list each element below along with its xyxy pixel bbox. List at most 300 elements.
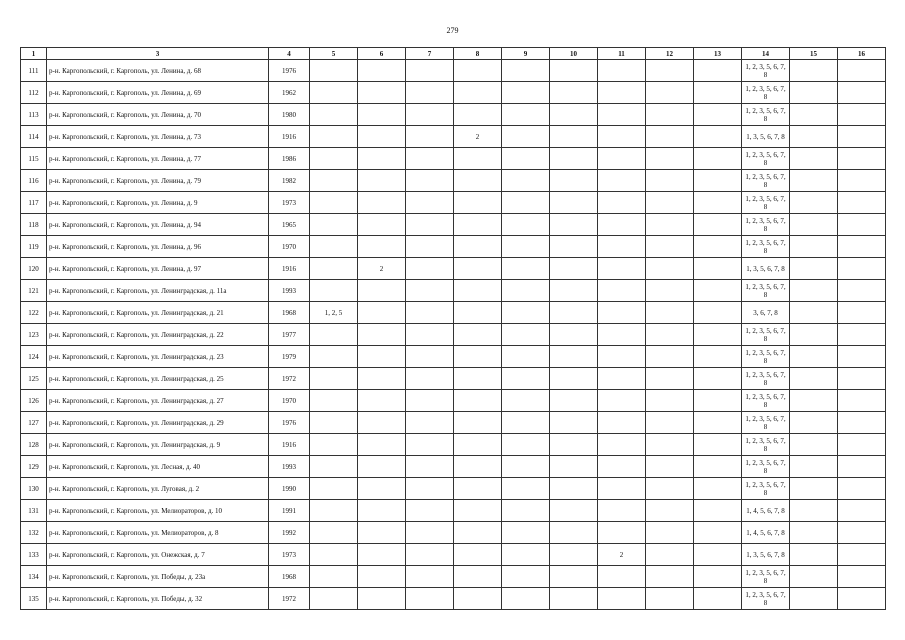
table-cell <box>598 346 646 368</box>
table-cell <box>550 126 598 148</box>
table-cell <box>550 302 598 324</box>
table-cell: 1965 <box>269 214 310 236</box>
table-cell: р-н. Каргопольский, г. Каргополь, ул. Ленина, д. 73 <box>47 126 269 148</box>
table-cell <box>550 346 598 368</box>
table-cell <box>358 544 406 566</box>
table-cell: 1916 <box>269 434 310 456</box>
table-cell <box>646 324 694 346</box>
table-cell <box>310 346 358 368</box>
table-row <box>21 302 886 324</box>
table-cell <box>406 60 454 82</box>
table-cell <box>838 148 886 170</box>
table-cell <box>838 368 886 390</box>
table-cell <box>838 82 886 104</box>
table-cell <box>694 478 742 500</box>
table-cell <box>790 368 838 390</box>
table-cell <box>550 588 598 610</box>
table-cell <box>550 500 598 522</box>
table-cell <box>502 60 550 82</box>
page-number: 279 <box>446 26 459 35</box>
table-cell <box>838 192 886 214</box>
table-cell: 1, 4, 5, 6, 7, 8 <box>742 500 790 522</box>
table-cell <box>310 214 358 236</box>
table-cell <box>694 456 742 478</box>
table-cell <box>310 368 358 390</box>
table-cell: 1993 <box>269 280 310 302</box>
column-header: 6 <box>358 48 406 60</box>
table-cell <box>646 60 694 82</box>
table-cell <box>358 500 406 522</box>
table-cell <box>694 192 742 214</box>
table-cell <box>502 544 550 566</box>
table-cell <box>646 82 694 104</box>
buildings-register-table <box>20 47 886 610</box>
table-cell <box>838 566 886 588</box>
table-cell <box>406 170 454 192</box>
table-cell: 133 <box>21 544 47 566</box>
table-cell <box>598 302 646 324</box>
table-cell <box>694 258 742 280</box>
table-cell <box>550 434 598 456</box>
table-cell <box>406 236 454 258</box>
table-cell <box>454 456 502 478</box>
table-cell: р-н. Каргопольский, г. Каргополь, ул. Ленинградская, д. 11а <box>47 280 269 302</box>
table-cell: 112 <box>21 82 47 104</box>
column-header: 16 <box>838 48 886 60</box>
table-body <box>21 60 886 610</box>
table-cell <box>550 236 598 258</box>
table-cell: 1, 3, 5, 6, 7, 8 <box>742 126 790 148</box>
table-cell <box>646 434 694 456</box>
table-cell <box>406 500 454 522</box>
table-cell <box>790 302 838 324</box>
table-cell <box>646 456 694 478</box>
table-cell: 1991 <box>269 500 310 522</box>
table-cell: р-н. Каргопольский, г. Каргополь, ул. Ленина, д. 94 <box>47 214 269 236</box>
table-cell <box>310 170 358 192</box>
table-cell <box>550 544 598 566</box>
table-cell <box>598 478 646 500</box>
table-cell: 1968 <box>269 566 310 588</box>
table-cell <box>358 566 406 588</box>
table-row <box>21 170 886 192</box>
table-cell <box>454 258 502 280</box>
table-cell: р-н. Каргопольский, г. Каргополь, ул. Ленина, д. 96 <box>47 236 269 258</box>
table-cell <box>310 522 358 544</box>
table-cell <box>646 126 694 148</box>
table-cell <box>502 324 550 346</box>
table-cell <box>358 104 406 126</box>
table-row <box>21 280 886 302</box>
table-cell <box>694 412 742 434</box>
table-cell <box>454 148 502 170</box>
table-cell <box>838 324 886 346</box>
table-cell <box>598 148 646 170</box>
table-cell: 128 <box>21 434 47 456</box>
table-cell <box>406 214 454 236</box>
table-cell <box>502 500 550 522</box>
column-header: 15 <box>790 48 838 60</box>
table-cell <box>790 478 838 500</box>
table-cell <box>310 456 358 478</box>
table-cell <box>454 566 502 588</box>
table-row <box>21 236 886 258</box>
table-cell <box>406 544 454 566</box>
table-cell <box>406 434 454 456</box>
table-cell: 1976 <box>269 412 310 434</box>
table-cell <box>502 412 550 434</box>
table-header <box>21 48 886 60</box>
table-cell <box>310 478 358 500</box>
table-cell <box>550 258 598 280</box>
table-cell <box>310 544 358 566</box>
table-cell <box>358 82 406 104</box>
table-cell <box>598 214 646 236</box>
column-header: 8 <box>454 48 502 60</box>
table-cell: 131 <box>21 500 47 522</box>
table-cell <box>694 280 742 302</box>
table-cell <box>550 368 598 390</box>
table-cell <box>790 412 838 434</box>
table-cell <box>502 346 550 368</box>
table-cell <box>454 236 502 258</box>
table-cell <box>454 390 502 412</box>
table-cell <box>598 456 646 478</box>
table-cell <box>454 60 502 82</box>
table-cell <box>694 434 742 456</box>
table-cell: 1, 2, 3, 5, 6, 7, 8 <box>742 412 790 434</box>
table-cell <box>502 82 550 104</box>
table-cell <box>406 126 454 148</box>
table-cell <box>310 148 358 170</box>
table-cell: р-н. Каргопольский, г. Каргополь, ул. Победы, д. 32 <box>47 588 269 610</box>
table-cell: р-н. Каргопольский, г. Каргополь, ул. Ленинградская, д. 25 <box>47 368 269 390</box>
table-cell: 1, 2, 3, 5, 6, 7, 8 <box>742 214 790 236</box>
table-row <box>21 324 886 346</box>
table-cell <box>502 192 550 214</box>
table-cell <box>838 500 886 522</box>
table-cell <box>406 324 454 346</box>
table-cell <box>406 522 454 544</box>
table-row <box>21 82 886 104</box>
header-row <box>21 48 886 60</box>
table-cell: 1, 2, 3, 5, 6, 7, 8 <box>742 588 790 610</box>
table-cell <box>694 544 742 566</box>
table-cell <box>790 500 838 522</box>
table-cell <box>550 324 598 346</box>
table-cell: 1, 2, 3, 5, 6, 7, 8 <box>742 280 790 302</box>
table-cell <box>310 280 358 302</box>
table-cell <box>646 192 694 214</box>
table-cell: р-н. Каргопольский, г. Каргополь, ул. Мелиораторов, д. 8 <box>47 522 269 544</box>
table-cell: 1, 2, 3, 5, 6, 7, 8 <box>742 192 790 214</box>
table-cell: 119 <box>21 236 47 258</box>
table-cell <box>454 324 502 346</box>
table-cell <box>406 302 454 324</box>
table-cell <box>358 522 406 544</box>
table-cell <box>406 346 454 368</box>
table-cell <box>694 588 742 610</box>
table-cell <box>454 104 502 126</box>
table-cell: р-н. Каргопольский, г. Каргополь, ул. Ленинградская, д. 27 <box>47 390 269 412</box>
column-header: 9 <box>502 48 550 60</box>
table-cell: 1, 4, 5, 6, 7, 8 <box>742 522 790 544</box>
column-header: 10 <box>550 48 598 60</box>
table-cell: 120 <box>21 258 47 280</box>
table-cell: 111 <box>21 60 47 82</box>
table-row <box>21 104 886 126</box>
table-cell <box>310 324 358 346</box>
table-cell: р-н. Каргопольский, г. Каргополь, ул. Мелиораторов, д. 10 <box>47 500 269 522</box>
table-cell: 1972 <box>269 368 310 390</box>
table-cell <box>358 478 406 500</box>
table-cell: 1976 <box>269 60 310 82</box>
table-cell: 126 <box>21 390 47 412</box>
table-cell <box>646 104 694 126</box>
table-cell: 1916 <box>269 126 310 148</box>
table-cell <box>358 214 406 236</box>
table-cell: 1973 <box>269 544 310 566</box>
table-cell <box>358 60 406 82</box>
table-cell <box>694 60 742 82</box>
table-cell: р-н. Каргопольский, г. Каргополь, ул. Ленина, д. 77 <box>47 148 269 170</box>
table-cell: р-н. Каргопольский, г. Каргополь, ул. Онежская, д. 7 <box>47 544 269 566</box>
table-row <box>21 566 886 588</box>
table-cell <box>838 236 886 258</box>
table-cell <box>790 434 838 456</box>
table-cell <box>502 522 550 544</box>
table-cell <box>790 60 838 82</box>
table-cell <box>790 148 838 170</box>
table-cell: р-н. Каргопольский, г. Каргополь, ул. Ленинградская, д. 9 <box>47 434 269 456</box>
column-header: 13 <box>694 48 742 60</box>
table-cell <box>790 214 838 236</box>
table-cell <box>646 544 694 566</box>
table-cell <box>838 170 886 192</box>
table-cell <box>694 214 742 236</box>
table-cell: р-н. Каргопольский, г. Каргополь, ул. Луговая, д. 2 <box>47 478 269 500</box>
table-cell <box>598 566 646 588</box>
table-cell <box>790 170 838 192</box>
table-cell <box>454 588 502 610</box>
table-cell <box>598 522 646 544</box>
table-cell <box>502 434 550 456</box>
table-cell <box>550 456 598 478</box>
table-cell <box>646 412 694 434</box>
table-cell <box>406 82 454 104</box>
column-header: 1 <box>21 48 47 60</box>
table-cell <box>310 82 358 104</box>
table-cell <box>406 478 454 500</box>
table-cell <box>406 588 454 610</box>
table-cell <box>358 346 406 368</box>
table-cell <box>454 280 502 302</box>
table-cell <box>406 148 454 170</box>
table-cell <box>358 434 406 456</box>
table-cell <box>454 478 502 500</box>
table-cell <box>790 588 838 610</box>
table-cell <box>358 170 406 192</box>
table-cell <box>694 346 742 368</box>
table-cell <box>310 390 358 412</box>
table-cell <box>598 170 646 192</box>
table-cell <box>838 588 886 610</box>
table-cell <box>838 434 886 456</box>
table-cell <box>310 192 358 214</box>
table-cell <box>598 60 646 82</box>
table-cell: 2 <box>454 126 502 148</box>
table-cell <box>838 104 886 126</box>
table-cell <box>358 236 406 258</box>
table-cell: 124 <box>21 346 47 368</box>
table-cell: р-н. Каргопольский, г. Каргополь, ул. Ленинградская, д. 22 <box>47 324 269 346</box>
table-cell <box>550 60 598 82</box>
table-row <box>21 500 886 522</box>
table-cell <box>502 236 550 258</box>
table-cell: р-н. Каргопольский, г. Каргополь, ул. Ленинградская, д. 21 <box>47 302 269 324</box>
table-cell <box>454 544 502 566</box>
table-cell <box>358 126 406 148</box>
column-header: 3 <box>47 48 269 60</box>
table-cell: 117 <box>21 192 47 214</box>
table-cell: 1, 2, 3, 5, 6, 7, 8 <box>742 82 790 104</box>
table-cell <box>838 126 886 148</box>
table-cell <box>838 390 886 412</box>
table-cell <box>598 368 646 390</box>
table-cell <box>646 588 694 610</box>
table-cell <box>550 280 598 302</box>
table-cell <box>838 60 886 82</box>
table-cell <box>502 390 550 412</box>
table-cell <box>598 236 646 258</box>
table-cell <box>646 170 694 192</box>
table-cell <box>790 258 838 280</box>
table-cell <box>502 478 550 500</box>
table-cell: р-н. Каргопольский, г. Каргополь, ул. Ленина, д. 70 <box>47 104 269 126</box>
table-cell <box>406 192 454 214</box>
column-header: 14 <box>742 48 790 60</box>
table-row <box>21 368 886 390</box>
table-cell <box>838 214 886 236</box>
table-cell <box>310 566 358 588</box>
table-cell <box>790 566 838 588</box>
table-cell <box>646 478 694 500</box>
table-cell <box>694 368 742 390</box>
table-cell <box>310 104 358 126</box>
table-cell: 121 <box>21 280 47 302</box>
table-cell: 1, 2, 3, 5, 6, 7, 8 <box>742 346 790 368</box>
table-cell <box>838 302 886 324</box>
table-cell <box>358 588 406 610</box>
table-cell <box>790 390 838 412</box>
table-cell: 1, 2, 3, 5, 6, 7, 8 <box>742 566 790 588</box>
column-header: 4 <box>269 48 310 60</box>
table-cell <box>502 588 550 610</box>
table-cell <box>358 368 406 390</box>
table-cell: 115 <box>21 148 47 170</box>
table-cell <box>406 390 454 412</box>
table-cell <box>598 434 646 456</box>
table-cell <box>694 390 742 412</box>
table-cell <box>790 280 838 302</box>
table-row <box>21 148 886 170</box>
table-cell: 1, 2, 3, 5, 6, 7, 8 <box>742 104 790 126</box>
table-cell <box>310 412 358 434</box>
table-cell: 135 <box>21 588 47 610</box>
table-cell <box>646 346 694 368</box>
column-header: 5 <box>310 48 358 60</box>
table-row <box>21 390 886 412</box>
table-cell: 1962 <box>269 82 310 104</box>
table-cell <box>598 126 646 148</box>
table-cell <box>310 236 358 258</box>
table-cell <box>550 104 598 126</box>
table-cell: 1, 2, 3, 5, 6, 7, 8 <box>742 236 790 258</box>
table-cell <box>598 500 646 522</box>
table-cell: 1, 2, 3, 5, 6, 7, 8 <box>742 170 790 192</box>
table-cell <box>790 126 838 148</box>
table-cell <box>454 500 502 522</box>
table-cell <box>454 368 502 390</box>
table-cell: 125 <box>21 368 47 390</box>
table-cell <box>694 324 742 346</box>
table-cell: 1986 <box>269 148 310 170</box>
table-cell <box>454 434 502 456</box>
table-cell <box>694 126 742 148</box>
table-cell: 1973 <box>269 192 310 214</box>
table-cell: 1, 2, 3, 5, 6, 7, 8 <box>742 368 790 390</box>
table-cell <box>646 368 694 390</box>
table-cell: р-н. Каргопольский, г. Каргополь, ул. Победы, д. 23а <box>47 566 269 588</box>
table-cell <box>598 324 646 346</box>
table-cell: р-н. Каргопольский, г. Каргополь, ул. Ленина, д. 79 <box>47 170 269 192</box>
table-cell <box>310 60 358 82</box>
table-cell <box>502 280 550 302</box>
table-cell <box>646 214 694 236</box>
table-cell <box>838 346 886 368</box>
table-cell <box>406 456 454 478</box>
table-cell <box>502 214 550 236</box>
table-cell <box>646 302 694 324</box>
table-cell <box>790 104 838 126</box>
table-cell <box>694 148 742 170</box>
table-cell: 130 <box>21 478 47 500</box>
table-cell: 1980 <box>269 104 310 126</box>
table-cell <box>406 280 454 302</box>
table-cell: 1979 <box>269 346 310 368</box>
table-cell <box>838 412 886 434</box>
table-cell: р-н. Каргопольский, г. Каргополь, ул. Ленина, д. 9 <box>47 192 269 214</box>
table-cell: 1977 <box>269 324 310 346</box>
table-cell <box>646 236 694 258</box>
table-cell: 1992 <box>269 522 310 544</box>
column-header: 12 <box>646 48 694 60</box>
table-cell <box>790 192 838 214</box>
table-row <box>21 258 886 280</box>
table-row <box>21 522 886 544</box>
table-cell <box>550 566 598 588</box>
table-cell <box>790 346 838 368</box>
table-cell <box>454 82 502 104</box>
table-cell <box>646 522 694 544</box>
table-cell <box>790 82 838 104</box>
table-row <box>21 544 886 566</box>
table-cell: р-н. Каргопольский, г. Каргополь, ул. Лесная, д. 40 <box>47 456 269 478</box>
table-row <box>21 588 886 610</box>
table-cell <box>790 236 838 258</box>
table-cell: 129 <box>21 456 47 478</box>
table-cell <box>550 478 598 500</box>
